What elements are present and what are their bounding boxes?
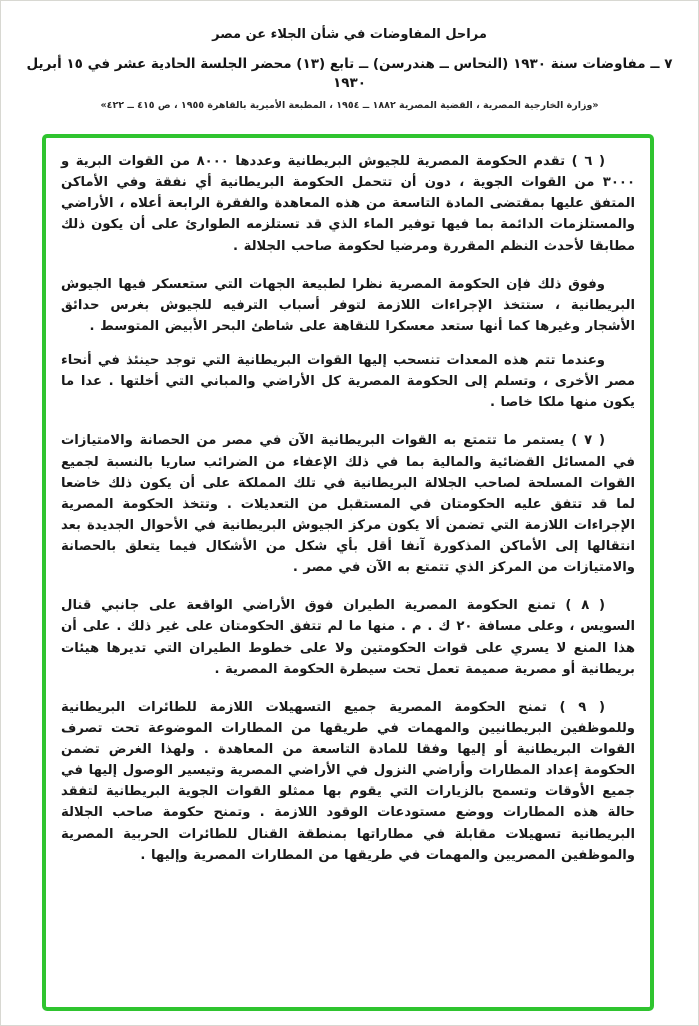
paragraph-clause-6-continuation-1: وفوق ذلك فإن الحكومة المصرية نظرا لطبيعة الجهات التي ستعسكر فيها الجيوش البريطانية ، ستتخذ الإجراءات اللازمة لتوفر أسباب الترفيه للجيوش بغرس حدائق الأشجار وغيرها كما أنها ستعد معسكرا للنقاهة على شاطئ البحر الأبيض المتوسط . [61,276,635,334]
paragraph-clause-6-continuation-2: وعندما تتم هذه المعدات تنسحب إليها القوات البريطانية التي توجد حينئذ في أنحاء مصر الأخرى ، وتسلم إلى الحكومة المصرية كل الأراضي والمباني التي أخلتها . عدا ما يكون منها ملكا خاصا . [61,353,635,411]
paragraph-clause-6: ( ٦ ) تقدم الحكومة المصرية للجيوش البريطانية وعددها ٨٠٠٠ من القوات البرية و ٣٠٠٠ من القوات الجوية ، دون أن تتحمل الحكومة البريطانية أي نفقة وفي الأماكن المتفق عليها بمقتضى المادة التاسعة من هذه المعاهدة والفقرة الرابعة أعلاه ، الأراضي والمستلزمات الدائمة بما فيها توفير الماء الذي قد تستلزمه الطوارئ على أن يكون ذلك مطابقا لأحدث النظم المقررة ومرضيا لحكومة صاحب الجلالة . [61,154,635,254]
paragraph-clause-9: ( ٩ ) تمنح الحكومة المصرية جميع التسهيلات اللازمة للطائرات البريطانية وللموظفين البريطانيين والمهمات في طريقها من المطارات الموضوعة تحت تصرف القوات البريطانية أو إليها وفقا للمادة التاسعة من المعاهدة . ولهذا الغرض تضمن الحكومة إعداد المطارات وأراضي النزول في الأراضي المصرية وتيسير الوصول إليها في جميع الأوقات وتسمح بالزيارات التي يقوم بها ممثلو القوات الجوية البريطانية لتفقد حالة هذه المطارات ووضع مستودعات الوقود اللازمة . وتمنح حكومة صاحب الجلالة البريطانية تسهيلات مقابلة في مطاراتها بمنطقة القنال للطائرات الحربية المصرية والموظفين المصريين والمهمات في طريقها من المطارات المصرية وإليها . [61,699,635,863]
page-header [1,1,698,111]
paragraph-clause-7: ( ٧ ) يستمر ما تتمتع به القوات البريطانية الآن في مصر من الحصانة والامتيازات في المسائل القضائية والمالية بما في ذلك الإعفاء من الضرائب ساريا بالنسبة لجميع القوات المسلحة لصاحب الجلالة البريطانية في تلك المملكة على أن يكون ذلك خاضعا لما قد تتفق عليه الحكومتان في المستقبل من التعديلات . وتتخذ الحكومة المصرية الإجراءات اللازمة التي تضمن ألا يكون مركز الجيوش البريطانية في الأحوال الجديدة بعد انتقالها إلى الأماكن المذكورة آنفا أقل بأي شكل من الأشكال فيما يتعلق بالحصانة والامتيازات من المركز الذي تتمتع به الآن في مصر . [61,433,635,576]
page-title: مراحل المفاوضات في شأن الجلاء عن مصر [212,27,487,42]
source-citation: «وزارة الخارجية المصرية ، القضية المصرية ١٨٨٢ ــ ١٩٥٤ ، المطبعة الأميرية بالقاهرة ١٩٥٥ ، ص ٤١٥ ــ ٤٢٢» [100,99,599,111]
highlight-box [42,134,654,1011]
page-subtitle: ٧ ــ مفاوضات سنة ١٩٣٠ (النحاس ــ هندرسن) ــ تابع (١٣) محضر الجلسة الحادية عشر في ١٥ أبريل ١٩٣٠ [26,56,673,91]
paragraph-clause-8: ( ٨ ) تمنع الحكومة المصرية الطيران فوق الأراضي الواقعة على جانبي قنال السويس ، وعلى مسافة ٢٠ ك . م . منها ما لم تتفق الحكومتان على غير ذلك . على أن هذا المنع لا يسري على قوات الحكومتين ولا على خطوط الطيران التي تديرها هيئات بريطانية أو مصرية صميمة تعمل تحت سيطرة الحكومة المصرية . [61,598,635,677]
